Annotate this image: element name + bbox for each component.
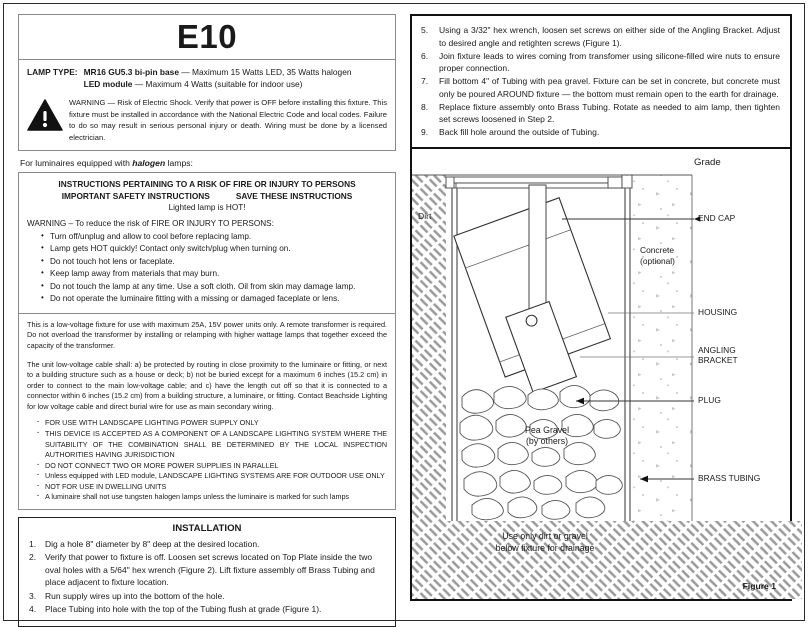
- page-title: E10: [176, 18, 238, 55]
- low-voltage-paragraph-2: The unit low-voltage cable shall: a) be protected by routing in close proximity to the luminaire or fitting, or next to a building structure such as a house or deck; b) not be buried except for a maximum 6 inches (15.2 cm) in order to connect to the main low-voltage cable; and c) have the length cut off so that it is connected to a connector within 6 inches (15.2 cm) from a building structure, a luminaire, or fitting. Contact Beachside Lighting for low voltage cable and direct burial wire for use as main secondary wiring.: [27, 359, 388, 411]
- list-item: • Do not operate the luminaire fitting with a missing or damaged faceplate or lens.: [41, 293, 387, 305]
- installation-title: INSTALLATION: [172, 523, 242, 535]
- list-item: Join fixture leads to wires coming from transfomer using silicone-filled wire nuts to ensure proper connection.: [439, 50, 780, 74]
- halogen-intro: [20, 158, 396, 168]
- lamp-line2-bold: LED module: [83, 79, 133, 90]
- list-item: Fill bottom 4" of Tubing with pea gravel. Fixture can be set in concrete, but concrete must only be poured AROUND fixture — the bottom must remain open to the earth for drainage.: [439, 76, 780, 99]
- installation-box: [18, 517, 396, 627]
- list-item: • Do not touch the lamp at any time. Use a soft cloth. Oil from skin may damage lamp.: [41, 281, 387, 293]
- list-item: Run supply wires up into the bottom of the hole.: [45, 590, 225, 601]
- low-voltage-box: [18, 314, 396, 510]
- label-concrete-line1: Concrete: [640, 244, 675, 255]
- pea-gravel-stones: [460, 385, 622, 519]
- figure-caption: Figure 1: [742, 580, 776, 591]
- lamp-type-row: [27, 66, 387, 90]
- callout-brass-tubing: BRASS TUBING: [698, 472, 761, 483]
- label-pea-gravel-line1: Pea Gravel: [525, 424, 570, 435]
- low-voltage-paragraph-1: This is a low-voltage fixture for use with maximum 25A, 15V power units only. A remote transformer is required. Do not overload the transformer by installing or relamping with higher wattage lamps that together exceed the capacity of the transformer.: [27, 319, 388, 350]
- list-item: Replace fixture assembly onto Brass Tubing. Rotate as needed to aim lamp, then tighten set screws loosened in Step 2.: [439, 101, 780, 125]
- list-item: Verify that power to fixture is off. Loosen set screws located on Top Plate inside the two oval holes with a 5/64" hex wrench (Figure 2). Lift fixture assembly off Brass Tubing and place adjacent to fixture location.: [45, 552, 375, 588]
- installation-steps: [27, 538, 387, 615]
- figure-drawing: [412, 149, 790, 599]
- list-item: · NOT FOR USE IN DWELLING UNITS: [37, 482, 387, 493]
- list-item: • Keep lamp away from materials that may burn.: [41, 268, 387, 280]
- list-item: Dig a hole 8" diameter by 8" deep at the desired location.: [45, 539, 260, 550]
- label-pea-gravel-line2: (by others): [526, 436, 569, 447]
- list-item: Using a 3/32" hex wrench, loosen set screws on either side of the Angling Bracket. Adjust to desired angle and retighten screws (Figure 1).: [439, 25, 780, 48]
- halogen-heading-1: INSTRUCTIONS PERTAINING TO A RISK OF FIRE OR INJURY TO PERSONS: [58, 178, 356, 189]
- right-column: [404, 6, 802, 618]
- list-item: • Lamp gets HOT quickly! Contact only switch/plug when turning on.: [41, 243, 387, 255]
- model-title-box: [18, 14, 396, 60]
- halogen-intro-after: lamps:: [165, 157, 193, 168]
- list-item: · FOR USE WITH LANDSCAPE LIGHTING POWER SUPPLY ONLY: [37, 418, 387, 429]
- label-concrete: [640, 245, 675, 267]
- list-item: Back fill hole around the outside of Tubing.: [439, 127, 600, 137]
- installation-continued-steps: [420, 24, 780, 139]
- electric-shock-warning: [27, 97, 387, 143]
- halogen-heading-2b: SAVE THESE INSTRUCTIONS: [235, 190, 353, 201]
- halogen-heading-3: Lighted lamp is HOT!: [168, 202, 246, 212]
- halogen-safety-box: [18, 172, 396, 314]
- list-item: • Do not touch hot lens or faceplate.: [41, 256, 387, 268]
- lamp-type-label: LAMP TYPE:: [27, 67, 78, 77]
- lamp-line1-rest: — Maximum 15 Watts LED, 35 Watts halogen: [178, 67, 352, 77]
- warning-triangle-icon: [27, 97, 65, 136]
- halogen-bullet-list: [27, 231, 387, 306]
- halogen-intro-before: For luminaires equipped with: [20, 157, 133, 168]
- lamp-type-box: [18, 60, 396, 151]
- halogen-intro-emphasis: halogen: [132, 157, 166, 168]
- label-drainage-line1: Use only dirt or gravel: [502, 530, 588, 541]
- callout-housing: HOUSING: [698, 306, 738, 317]
- installation-continued-box: [410, 14, 792, 149]
- electric-shock-warning-text: WARNING — Risk of Electric Shock. Verify that power is OFF before installing this fixture. This fixture must be installed in accordance with the National Electric Code and local codes. Failure to do so may result in serious personal injury or death. Wiring must be done by a licensed electrician.: [69, 98, 388, 142]
- list-item: · THIS DEVICE IS ACCEPTED AS A COMPONENT OF A LANDSCAPE LIGHTING SYSTEM WHERE THE SUITABILITY OF THE COMBINATION SHALL BE DETERMINED BY THE LOCAL INSPECTION AUTHORITIES HAVING JURISDICTION: [37, 429, 387, 461]
- label-dirt: Dirt: [418, 210, 432, 221]
- halogen-heading-2: [27, 190, 387, 202]
- halogen-heading-2a: IMPORTANT SAFETY INSTRUCTIONS: [61, 190, 210, 201]
- list-item: · DO NOT CONNECT TWO OR MORE POWER SUPPLIES IN PARALLEL: [37, 461, 387, 472]
- lamp-line1-bold: MR16 GU5.3 bi-pin base: [83, 67, 179, 77]
- list-item: Place Tubing into hole with the top of the Tubing flush at grade (Figure 1).: [45, 604, 322, 615]
- list-item: · Unless equipped with LED module, LANDSCAPE LIGHTING SYSTEMS ARE FOR OUTDOOR USE ONLY: [37, 471, 387, 482]
- figure-1-panel: [410, 149, 792, 601]
- low-voltage-bullet-list: [27, 418, 387, 503]
- label-drainage-note: [440, 531, 650, 555]
- two-column-layout: [6, 6, 802, 618]
- label-concrete-line2: (optional): [640, 255, 675, 266]
- label-drainage-line2: below fixture for drainage: [495, 542, 595, 553]
- list-item: · A luminaire shall not use tungsten halogen lamps unless the luminaire is marked for such lamps: [37, 492, 387, 503]
- callout-plug: PLUG: [698, 394, 721, 405]
- callout-angling-bracket: ANGLING BRACKET: [698, 344, 738, 366]
- halogen-warning-line: WARNING – To reduce the risk of FIRE OR INJURY TO PERSONS:: [27, 218, 274, 228]
- lamp-line2-rest: — Maximum 4 Watts (suitable for indoor use): [132, 79, 303, 90]
- lamp-type-values: [84, 66, 352, 90]
- label-grade: Grade: [694, 156, 721, 168]
- label-pea-gravel: [492, 425, 602, 448]
- list-item: • Turn off/unplug and allow to cool before replacing lamp.: [41, 231, 387, 243]
- callout-end-cap: END CAP: [698, 212, 736, 223]
- left-column: [6, 6, 404, 618]
